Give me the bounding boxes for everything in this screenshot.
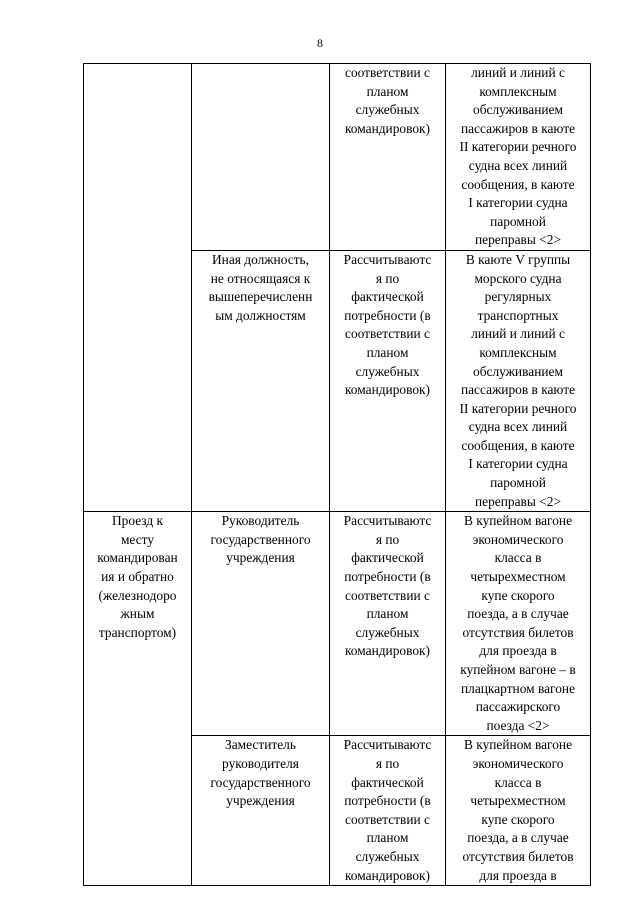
position-text: Заместитель руководителя государственного учреждения <box>210 737 311 809</box>
class-cell <box>446 512 591 736</box>
expense-norms-table <box>83 63 591 886</box>
category-cell <box>84 512 192 886</box>
position-cell <box>192 736 330 886</box>
class-text: В каюте V группы морского судна регулярных транспортных линий и линий с комплексным обслуживанием пассажиров в каюте II категории речного судна всех линий сообщения, в каюте I категории судна паромной переправы <2> <box>459 251 577 509</box>
position-cell <box>192 64 330 251</box>
class-cell <box>446 64 591 251</box>
page-number: 8 <box>317 36 323 50</box>
class-text: В купейном вагоне экономического класса в четырехместном купе скорого поезда, а в случае отсутствия билетов для проезда в <box>462 737 574 883</box>
norm-text: соответствии с планом служебных командировок) <box>344 65 431 136</box>
norm-cell <box>330 250 446 511</box>
position-cell <box>192 512 330 736</box>
table-row <box>84 64 591 251</box>
norm-text: Рассчитываютс я по фактической потребности (в соответствии с планом служебных командировок) <box>343 251 432 398</box>
norm-cell <box>330 736 446 886</box>
norm-cell <box>330 64 446 251</box>
position-text: Иная должность, не относящаяся к вышеперечисленн ым должностям <box>208 251 313 323</box>
norm-cell <box>330 512 446 736</box>
position-cell <box>192 250 330 511</box>
class-text: линий и линий с комплексным обслуживанием пассажиров в каюте II категории речного судна всех линий сообщения, в каюте I категории судна паромной переправы <2> <box>459 65 577 248</box>
norm-text: Рассчитываютс я по фактической потребности (в соответствии с планом служебных командировок) <box>343 513 432 659</box>
table-row <box>84 512 591 736</box>
category-cell <box>84 64 192 512</box>
class-text: В купейном вагоне экономического класса в четырехместном купе скорого поезда, а в случае отсутствия билетов для проезда в купейном вагоне – в плацкартном вагоне пассажирского поезда <2> <box>460 513 576 733</box>
category-text: Проезд к месту командирован ия и обратно (железнодоро жным транспортом) <box>97 513 178 640</box>
position-text: Руководитель государственного учреждения <box>210 513 311 566</box>
class-cell <box>446 736 591 886</box>
class-cell <box>446 250 591 511</box>
norm-text: Рассчитываютс я по фактической потребности (в соответствии с планом служебных командировок) <box>343 737 432 883</box>
